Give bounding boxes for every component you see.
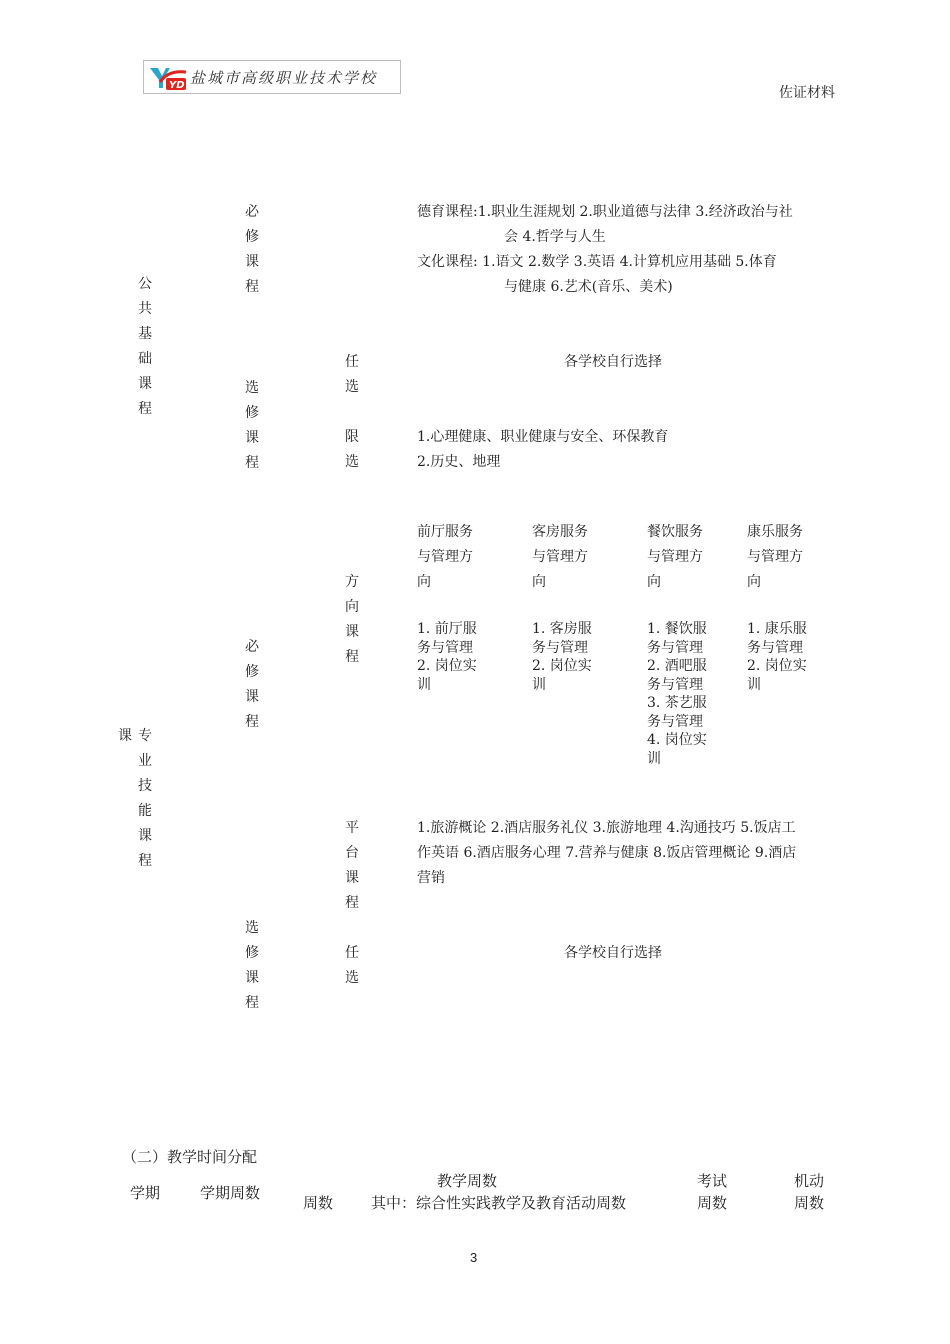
column-weeks: 周数: [303, 1194, 334, 1212]
moral-courses-line2: 会 4.哲学与人生: [504, 229, 606, 245]
moral-courses-line1: 德育课程:1.职业生涯规划 2.职业道德与法律 3.经济政治与社: [417, 204, 793, 220]
direction-1-content: 1. 前厅服 务与管理 2. 岗位实 训: [417, 621, 477, 693]
professional-label-prefix: 课: [118, 728, 132, 744]
logo-letters: YD: [169, 80, 185, 91]
column-teaching-weeks: 教学周数: [437, 1172, 498, 1190]
direction-2-content: 1. 客房服 务与管理 2. 岗位实 训: [532, 621, 592, 693]
column-flex-line2: 周数: [794, 1194, 825, 1212]
direction-4-title: 康乐服务 与管理方 向: [747, 524, 803, 590]
column-term: 学期: [130, 1184, 161, 1202]
limited-elective-label: 限 选: [345, 429, 359, 470]
direction-3-title: 餐饮服务 与管理方 向: [647, 524, 703, 590]
column-term-weeks: 学期周数: [200, 1184, 261, 1202]
direction-courses-label: 方 向 课 程: [345, 574, 359, 665]
professional-required-label: 必 修 课 程: [245, 639, 259, 730]
public-free-elective-text: 各学校自行选择: [564, 354, 662, 370]
direction-4-content: 1. 康乐服 务与管理 2. 岗位实 训: [747, 621, 807, 693]
professional-free-elective-text: 各学校自行选择: [564, 945, 662, 961]
logo-school-name: 盐城市高级职业技术学校: [190, 69, 378, 87]
school-logo: [143, 60, 401, 94]
column-practice-weeks: 其中：综合性实践教学及教育活动周数: [371, 1194, 627, 1212]
platform-courses-line1: 1.旅游概论 2.酒店服务礼仪 3.旅游地理 4.沟通技巧 5.饭店工: [417, 820, 796, 836]
platform-courses-line2: 作英语 6.酒店服务心理 7.营养与健康 8.饭店管理概论 9.酒店: [417, 845, 797, 861]
direction-2-title: 客房服务 与管理方 向: [532, 524, 588, 590]
limited-elective-line2: 2.历史、地理: [417, 454, 501, 470]
culture-courses-line2: 与健康 6.艺术(音乐、美术): [504, 279, 673, 295]
doc-label: 佐证材料: [779, 85, 835, 101]
public-elective-label: 选 修 课 程: [245, 380, 259, 471]
direction-1-title: 前厅服务 与管理方 向: [417, 524, 473, 590]
column-exam-line2: 周数: [697, 1194, 728, 1212]
culture-courses-line1: 文化课程: 1.语文 2.数学 3.英语 4.计算机应用基础 5.体育: [417, 254, 777, 270]
professional-free-elective-label: 任 选: [345, 945, 359, 986]
limited-elective-line1: 1.心理健康、职业健康与安全、环保教育: [417, 429, 669, 445]
column-exam-line1: 考试: [697, 1172, 728, 1190]
platform-courses-line3: 营销: [417, 870, 445, 886]
professional-course-label: 专 业 技 能 课 程: [138, 728, 152, 869]
platform-courses-label: 平 台 课 程: [345, 820, 359, 911]
column-flex-line1: 机动: [794, 1172, 825, 1190]
public-course-label: 公 共 基 础 课 程: [138, 276, 152, 417]
page-number: 3: [470, 1250, 478, 1265]
public-free-elective-label: 任 选: [345, 354, 359, 395]
direction-3-content: 1. 餐饮服 务与管理 2. 酒吧服 务与管理 3. 茶艺服 务与管理 4. 岗位实 训: [647, 621, 707, 767]
public-required-label: 必 修 课 程: [245, 204, 259, 295]
section-2-title: （二）教学时间分配: [122, 1148, 258, 1166]
professional-elective-label: 选 修 课 程: [245, 920, 259, 1011]
school-emblem-icon: [148, 64, 188, 92]
